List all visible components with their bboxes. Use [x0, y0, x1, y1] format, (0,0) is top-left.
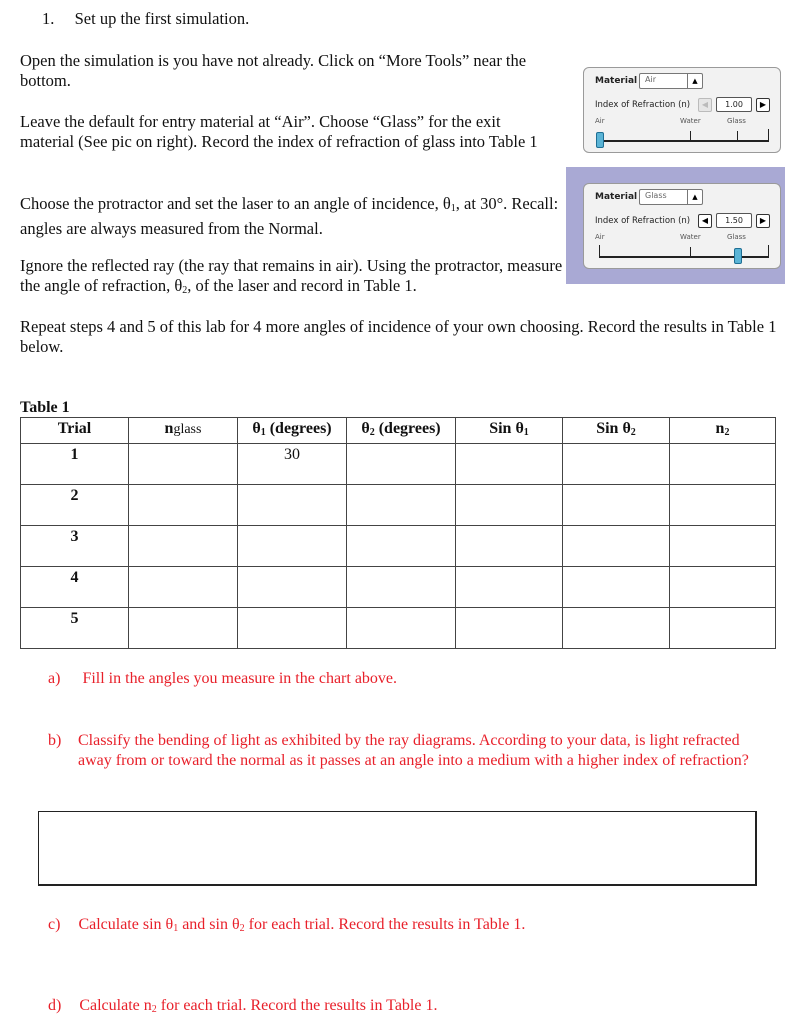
header-sin-theta2: Sin $\theta_2$ — [563, 418, 670, 444]
cell-trial: 1 — [21, 444, 129, 485]
material-dropdown[interactable]: Air ▲ — [639, 73, 703, 89]
cell-trial: 2 — [21, 485, 129, 526]
question-d: d) Calculate $n_2$ for each trial. Record the results in Table 1. — [48, 997, 438, 1015]
material-label: Material — [595, 192, 638, 202]
cell-trial: 5 — [21, 608, 129, 649]
question-c: c) Calculate $\sin \theta_1$ and $\sin \theta_2$ for each trial. Record the results in Table 1. — [48, 916, 526, 934]
sim-panel-glass — [583, 183, 781, 269]
cell-theta2[interactable] — [347, 567, 456, 608]
tick-label-air: Air — [595, 233, 605, 241]
cell-theta1[interactable]: 30 — [238, 444, 347, 485]
tick-label-glass: Glass — [727, 233, 746, 241]
header-n-glass: nglass — [129, 418, 238, 444]
increment-button[interactable]: ▶ — [756, 98, 770, 112]
open-sim-paragraph: Open the simulation is you have not already. Click on “More Tools” near the bottom. — [20, 51, 527, 90]
table-caption: Table 1 — [20, 399, 70, 416]
cell-sin-theta2[interactable] — [563, 444, 670, 485]
cell-n-glass[interactable] — [129, 526, 238, 567]
decrement-button[interactable]: ◀ — [698, 98, 712, 112]
cell-theta2[interactable] — [347, 485, 456, 526]
material-label: Material — [595, 76, 638, 86]
dropdown-arrow-icon: ▲ — [687, 190, 702, 204]
table-row — [21, 567, 776, 608]
cell-sin-theta1[interactable] — [456, 485, 563, 526]
tick-label-water: Water — [680, 233, 701, 241]
ignore-reflected-paragraph: Ignore the reflected ray (the ray that remains in air). Using the protractor, measure the angle of refraction, $\theta_2$, of the laser and record in Table 1. — [20, 256, 563, 296]
slider-track[interactable] — [599, 256, 769, 258]
sim-panel-air — [583, 67, 781, 153]
cell-trial: 3 — [21, 526, 129, 567]
cell-n-glass[interactable] — [129, 444, 238, 485]
question-a-text: Fill in the angles you measure in the chart above. — [82, 670, 398, 687]
cell-sin-theta2[interactable] — [563, 567, 670, 608]
cell-theta2[interactable] — [347, 526, 456, 567]
header-trial: Trial — [21, 418, 129, 444]
tick-label-water: Water — [680, 117, 701, 125]
cell-theta1[interactable] — [238, 526, 347, 567]
answer-box[interactable] — [38, 811, 757, 886]
header-theta1: $\theta_1$ (degrees) — [238, 418, 347, 444]
question-b — [48, 731, 768, 771]
question-a-label: a) — [48, 670, 61, 687]
slider-track[interactable] — [599, 140, 769, 142]
slider-thumb[interactable] — [596, 132, 604, 148]
cell-sin-theta2[interactable] — [563, 526, 670, 567]
header-n2: $n_2$ — [670, 418, 776, 444]
dropdown-arrow-icon: ▲ — [687, 74, 702, 88]
header-sin-theta1: Sin $\theta_1$ — [456, 418, 563, 444]
cell-sin-theta1[interactable] — [456, 444, 563, 485]
step-title: Set up the first simulation. — [74, 9, 250, 28]
cell-sin-theta1[interactable] — [456, 608, 563, 649]
decrement-button[interactable]: ◀ — [698, 214, 712, 228]
cell-theta1[interactable] — [238, 485, 347, 526]
question-d-label: d) — [48, 997, 62, 1014]
header-theta2: $\theta_2$ (degrees) — [347, 418, 456, 444]
cell-n2[interactable] — [670, 567, 776, 608]
cell-n-glass[interactable] — [129, 485, 238, 526]
leave-default-paragraph: Leave the default for entry material at “Air”. Choose “Glass” for the exit material (See pic on right). Record the index of refraction of glass into Table 1 — [20, 112, 538, 151]
step-heading — [42, 9, 249, 29]
table-row — [21, 526, 776, 567]
cell-sin-theta2[interactable] — [563, 485, 670, 526]
cell-sin-theta1[interactable] — [456, 526, 563, 567]
repeat-paragraph: Repeat steps 4 and 5 of this lab for 4 more angles of incidence of your own choosing. Record the results in Table 1 below. — [20, 317, 777, 356]
cell-theta2[interactable] — [347, 444, 456, 485]
question-b-label: b) — [48, 732, 62, 749]
increment-button[interactable]: ▶ — [756, 214, 770, 228]
table-row — [21, 608, 776, 649]
ior-value-field[interactable]: 1.00 — [716, 97, 752, 112]
table-header-row — [21, 418, 776, 444]
ior-label: Index of Refraction (n) — [595, 216, 691, 226]
question-b-text: Classify the bending of light as exhibited by the ray diagrams. According to your data, is light refracted away from or toward the normal as it passes at an angle into a medium with a higher index of refraction? — [78, 732, 749, 769]
cell-theta2[interactable] — [347, 608, 456, 649]
cell-sin-theta2[interactable] — [563, 608, 670, 649]
cell-theta1[interactable] — [238, 608, 347, 649]
protractor-paragraph: Choose the protractor and set the laser to an angle of incidence, $\theta_1$, at 30°. Recall: angles are always measured from the Normal. — [20, 194, 559, 238]
cell-n2[interactable] — [670, 485, 776, 526]
cell-n-glass[interactable] — [129, 567, 238, 608]
question-a — [48, 669, 397, 689]
slider-thumb[interactable] — [734, 248, 742, 264]
tick-label-air: Air — [595, 117, 605, 125]
step-number: 1. — [42, 9, 55, 28]
material-dropdown[interactable]: Glass ▲ — [639, 189, 703, 205]
cell-sin-theta1[interactable] — [456, 567, 563, 608]
table-row — [21, 485, 776, 526]
table-row — [21, 444, 776, 485]
cell-trial: 4 — [21, 567, 129, 608]
ior-label: Index of Refraction (n) — [595, 100, 691, 110]
cell-n2[interactable] — [670, 608, 776, 649]
question-c-label: c) — [48, 916, 61, 933]
cell-n2[interactable] — [670, 526, 776, 567]
tick-label-glass: Glass — [727, 117, 746, 125]
data-table — [20, 417, 776, 649]
cell-theta1[interactable] — [238, 567, 347, 608]
ior-value-field[interactable]: 1.50 — [716, 213, 752, 228]
cell-n2[interactable] — [670, 444, 776, 485]
cell-n-glass[interactable] — [129, 608, 238, 649]
